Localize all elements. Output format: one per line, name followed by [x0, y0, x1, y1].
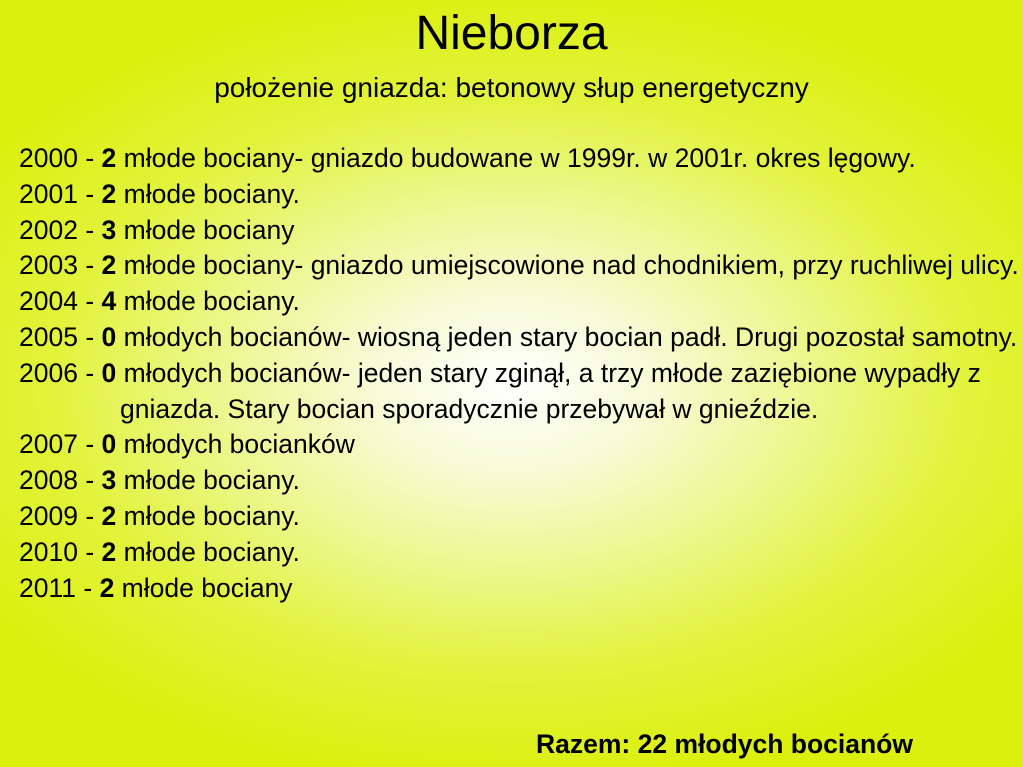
year-entry: 2010 - 2 młode bociany.: [19, 536, 300, 567]
entry-text: młodych bocianów- jeden stary zginął, a trzy młode zaziębione wypadły z gniazda. Stary bocian sporadycznie przebywał w gnieździe.: [116, 357, 981, 424]
year-entry: 2004 - 4 młode bociany.: [19, 286, 300, 317]
entry-count: 2: [101, 536, 117, 567]
year-entry: 2006 - 0 młodych bocianów- jeden stary zginął, a trzy młode zaziębione wypadły z gniazda. Stary bocian sporadycznie przebywał w gnieździe.: [19, 357, 981, 424]
entry-count: 2: [101, 250, 117, 281]
entry-text: młode bociany: [116, 214, 295, 245]
entry-year: 2000: [19, 143, 78, 173]
entry-count: 2: [101, 143, 117, 173]
year-entry: 2009 - 2 młode bociany.: [19, 500, 300, 531]
entry-text: młodych bocianów- wiosną jeden stary bocian padł. Drugi pozostał samotny.: [116, 321, 1018, 352]
entry-count: 3: [101, 214, 117, 245]
entry-text: młode bociany- gniazdo budowane w 1999r. w 2001r. okres lęgowy.: [116, 143, 916, 173]
entry-year: 2002: [19, 214, 78, 245]
entry-text: młode bociany.: [116, 178, 300, 209]
entry-year: 2006: [19, 357, 78, 388]
year-entry: 2007 - 0 młodych bocianków: [19, 429, 355, 460]
entry-count: 0: [101, 429, 117, 460]
entry-count: 4: [101, 286, 117, 317]
entry-count: 2: [101, 500, 117, 531]
year-entry: 2002 - 3 młode bociany: [19, 214, 295, 245]
entry-year: 2010: [19, 536, 78, 567]
year-entry: 2005 - 0 młodych bocianów- wiosną jeden stary bocian padł. Drugi pozostał samotny.: [19, 321, 1018, 352]
entry-text: młode bociany: [114, 572, 293, 603]
entry-text: młodych bocianków: [116, 429, 355, 460]
entry-count: 0: [101, 357, 117, 388]
entry-text: młode bociany.: [116, 536, 300, 567]
year-entry: 2003 - 2 młode bociany- gniazdo umiejscowione nad chodnikiem, przy ruchliwej ulicy.: [19, 250, 1019, 281]
entry-year: 2007: [19, 429, 78, 460]
year-entry: 2008 - 3 młode bociany.: [19, 465, 300, 496]
entry-year: 2009: [19, 500, 78, 531]
year-list: [19, 141, 1021, 606]
entry-text: młode bociany.: [116, 465, 300, 496]
entry-count: 0: [101, 321, 117, 352]
entry-count: 2: [101, 178, 117, 209]
year-entry: 2000 - 2 młode bociany- gniazdo budowane w 1999r. w 2001r. okres lęgowy.: [19, 143, 916, 173]
entry-year: 2011: [19, 572, 76, 603]
entry-year: 2005: [19, 321, 78, 352]
entry-count: 2: [99, 572, 115, 603]
year-entry: 2001 - 2 młode bociany.: [19, 178, 300, 209]
entry-text: młode bociany- gniazdo umiejscowione nad chodnikiem, przy ruchliwej ulicy.: [116, 250, 1019, 281]
entry-count: 3: [101, 465, 117, 496]
slide-subtitle: położenie gniazda: betonowy słup energetyczny: [214, 72, 809, 103]
entry-year: 2004: [19, 286, 78, 317]
total-summary: Razem: 22 młodych bocianów: [536, 729, 913, 759]
entry-year: 2008: [19, 465, 78, 496]
entry-text: młode bociany.: [116, 500, 300, 531]
entry-year: 2001: [19, 178, 78, 209]
year-entry: 2011 - 2 młode bociany: [19, 572, 293, 603]
entry-year: 2003: [19, 250, 78, 281]
slide-title: Nieborza: [415, 7, 608, 60]
entry-text: młode bociany.: [116, 286, 300, 317]
